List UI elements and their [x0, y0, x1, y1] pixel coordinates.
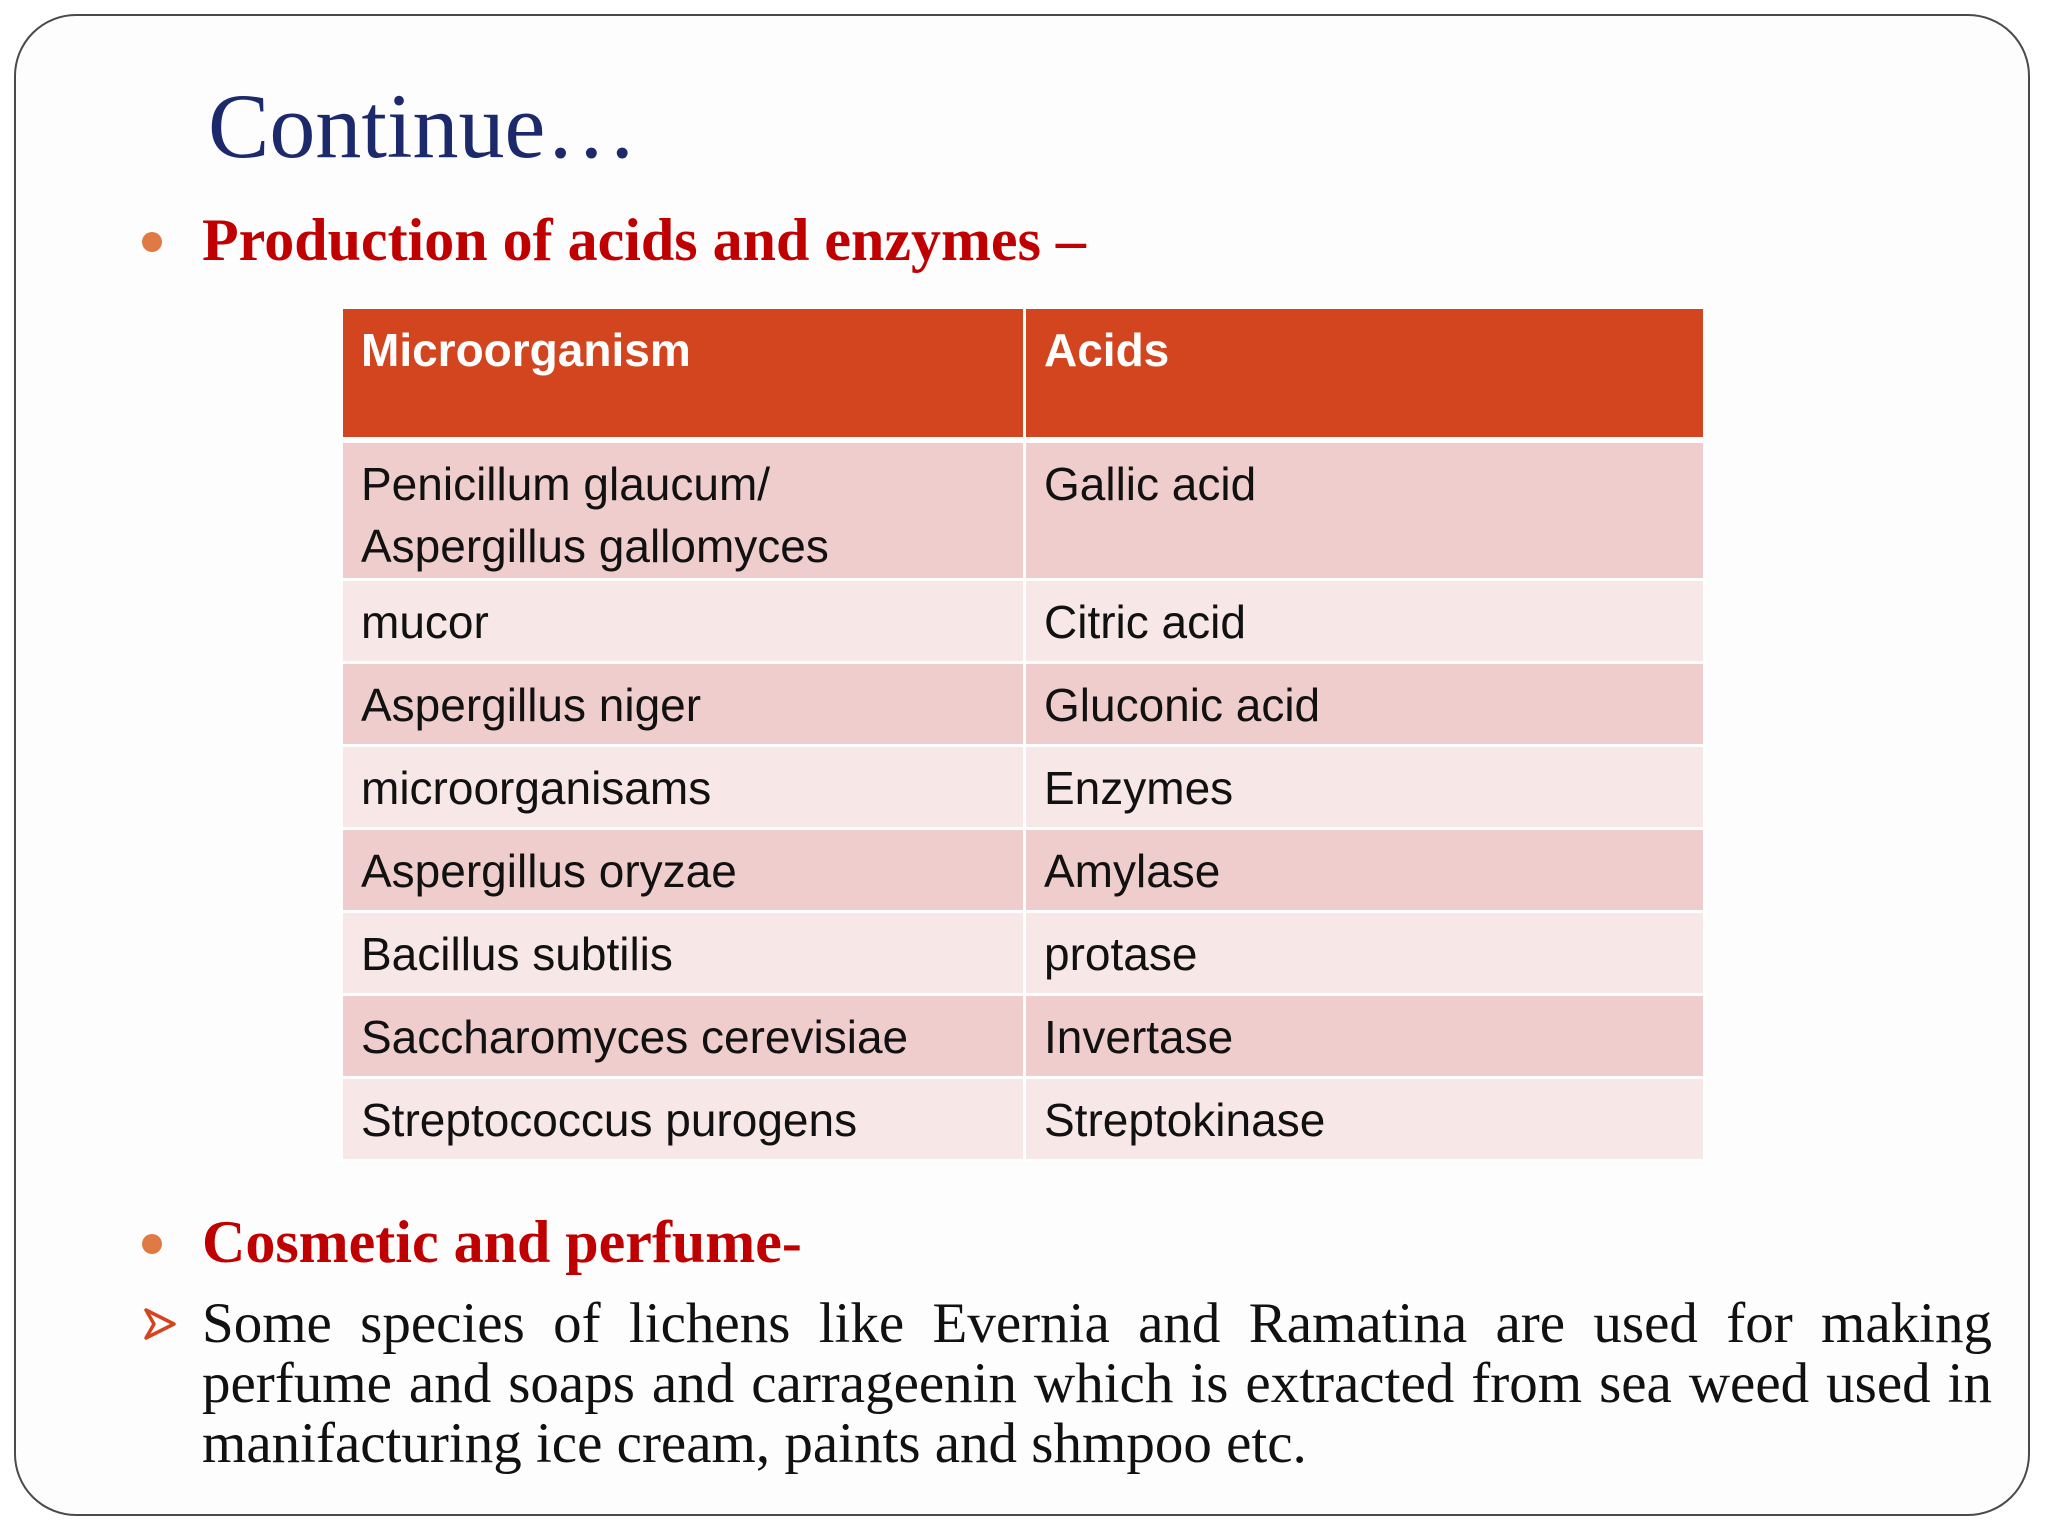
product-cell: Amylase	[1025, 829, 1705, 912]
slide-frame	[14, 14, 2030, 1516]
sub-bullet-text: Some species of lichens like Evernia and Ramatina are used for making perfume and soaps and carrageenin which is extracted from sea weed used in manifacturing ice cream, paints and shmpoo etc.	[202, 1292, 1992, 1475]
organism-cell: Aspergillus oryzae	[342, 829, 1025, 912]
column-header-microorganism: Microorganism	[342, 308, 1025, 440]
table-row	[342, 580, 1705, 663]
bullet-dot-icon	[142, 1234, 162, 1254]
table-row	[342, 746, 1705, 829]
organism-cell: Streptococcus purogens	[342, 1078, 1025, 1161]
product-cell: Streptokinase	[1025, 1078, 1705, 1161]
organism-cell: microorganisams	[342, 746, 1025, 829]
table-row	[342, 1078, 1705, 1161]
product-cell: Gluconic acid	[1025, 663, 1705, 746]
section-heading-text: Cosmetic and perfume-	[202, 1209, 802, 1275]
microorganism-table	[340, 306, 1706, 1162]
organism-cell: Aspergillus niger	[342, 663, 1025, 746]
column-header-acids: Acids	[1025, 308, 1705, 440]
table-row	[342, 995, 1705, 1078]
organism-cell	[342, 440, 1025, 580]
section-heading-acids-enzymes	[142, 207, 1086, 273]
product-cell: protase	[1025, 912, 1705, 995]
organism-cell: Saccharomyces cerevisiae	[342, 995, 1025, 1078]
sub-bullet-paragraph	[142, 1294, 1992, 1474]
bullet-dot-icon	[142, 232, 162, 252]
arrow-bullet-icon	[142, 1306, 178, 1342]
product-cell: Invertase	[1025, 995, 1705, 1078]
table-header-row	[342, 308, 1705, 440]
slide-title: Continue…	[208, 75, 638, 177]
table-row	[342, 912, 1705, 995]
table-row	[342, 829, 1705, 912]
product-cell: Enzymes	[1025, 746, 1705, 829]
product-cell: Gallic acid	[1025, 440, 1705, 580]
table-row	[342, 663, 1705, 746]
organism-cell: Bacillus subtilis	[342, 912, 1025, 995]
section-heading-text: Production of acids and enzymes –	[202, 207, 1086, 273]
organism-cell: mucor	[342, 580, 1025, 663]
section-heading-cosmetic-perfume	[142, 1209, 802, 1275]
product-cell: Citric acid	[1025, 580, 1705, 663]
organism-line: Penicillum glaucum/	[361, 457, 771, 510]
organism-line: Aspergillus gallomyces	[361, 519, 829, 572]
table-row	[342, 440, 1705, 580]
